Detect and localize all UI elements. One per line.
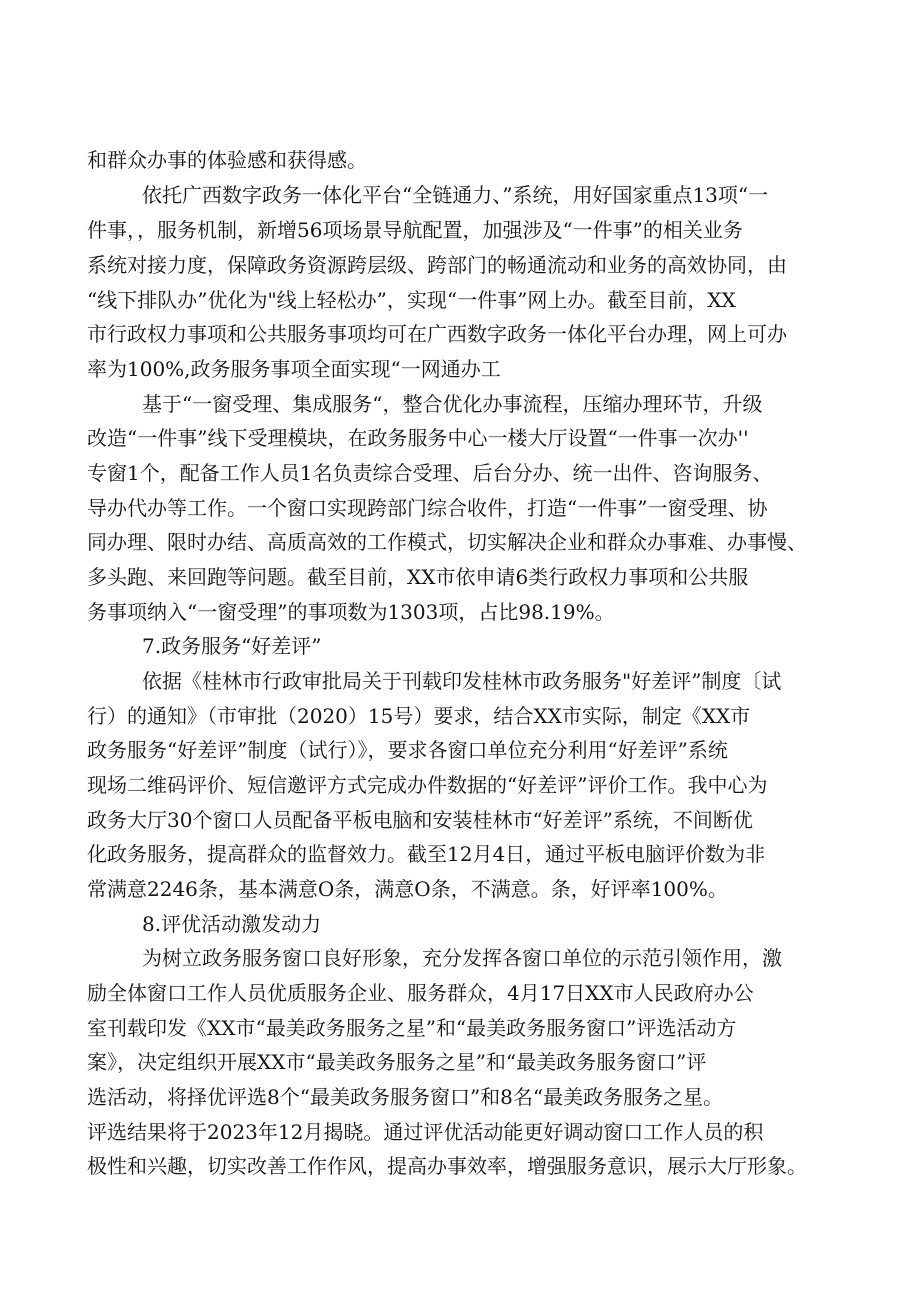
text-line: 为树立政务服务窗口良好形象，充分发挥各窗口单位的示范引领作用，激 [142,946,782,970]
text-line: 专窗1个，配备工作人员1名负责综合受理、后台分办、统一出件、咨询服务、 [87,461,773,485]
text-line: 基于“一窗受理、集成服务“，整合优化办事流程，压缩办理环节，升级 [142,392,763,416]
text-line: 室刊载印发《XX市“最美政务服务之星”和“最美政务服务窗口”评选活动方 [87,1016,737,1040]
text-line: 评选结果将于2023年12月揭晓。通过评优活动能更好调动窗口工作人员的积 [87,1120,764,1144]
text-line: 行）的通知》（市审批（2020）15号）要求，结合XX市实际，制定《XX市 [87,704,751,728]
text-line: 多头跑、来回跑等问题。截至目前，XX市依申请6类行政权力事项和公共服 [87,565,749,589]
text-line: 化政务服务，提高群众的监督效力。截至12月4日，通过平板电脑评价数为非 [87,842,766,866]
text-line: 现场二维码评价、短信邀评方式完成办件数据的“好差评”评价工作。我中心为 [87,773,768,797]
text-line: 案》，决定组织开展XX市“最美政务服务之星”和“最美政务服务窗口”评 [87,1050,707,1074]
text-line: 系统对接力度，保障政务资源跨层级、跨部门的畅通流动和业务的高效协同，由 [87,253,787,277]
text-line: 市行政权力事项和公共服务事项均可在广西数字政务一体化平台办理，网上可办 [87,322,787,346]
text-line: 务事项纳入“一窗受理”的事项数为1303项，占比98.19%。 [87,600,615,624]
text-line: 政务大厅30个窗口人员配备平板电脑和安装桂林市“好差评”系统，不间断优 [87,808,753,832]
text-line: “线下排队办”优化为"线上轻松办”，实现“一件事”网上办。截至目前，XX [87,288,736,312]
text-line: 率为100%,政务服务事项全面实现“一网通办工 [87,357,501,381]
text-line: 励全体窗口工作人员优质服务企业、服务群众，4月17日XX市人民政府办公 [87,981,754,1005]
text-line: 导办代办等工作。一个窗口实现跨部门综合收件，打造“一件事”一窗受理、协 [87,496,768,520]
text-line: 常满意2246条，基本满意O条，满意O条，不满意。条，好评率100%。 [87,877,728,901]
text-line: 政务服务“好差评”制度（试行）》，要求各窗口单位充分利用“好差评”系统 [87,738,728,762]
text-line: 依据《桂林市行政审批局关于刊载印发桂林市政务服务"好差评”制度〔试 [142,669,782,693]
text-line: 改造“一件事”线下受理模块，在政务服务中心一楼大厅设置“一件事一次办'' [87,426,749,450]
text-line: 极性和兴趣，切实改善工作作风，提高办事效率，增强服务意识，展示大厅形象。 [87,1154,807,1178]
text-line: 依托广西数字政务一体化平台“全链通力、”系统，用好国家重点13项“一 [142,183,769,207]
section-heading: 8.评优活动激发动力 [142,912,322,936]
text-line: 件事，，服务机制，新增56项场景导航配置，加强涉及“一件事”的相关业务 [87,218,743,242]
text-line: 和群众办事的体验感和获得感。 [87,148,367,172]
text-line: 选活动，将择优评选8个“最美政务服务窗口”和8名“最美政务服务之星。 [87,1085,724,1109]
section-heading: 7.政务服务“好差评” [142,634,322,658]
text-line: 同办理、限时办结、高质高效的工作模式，切实解决企业和群众办事难、办事慢、 [87,530,807,554]
